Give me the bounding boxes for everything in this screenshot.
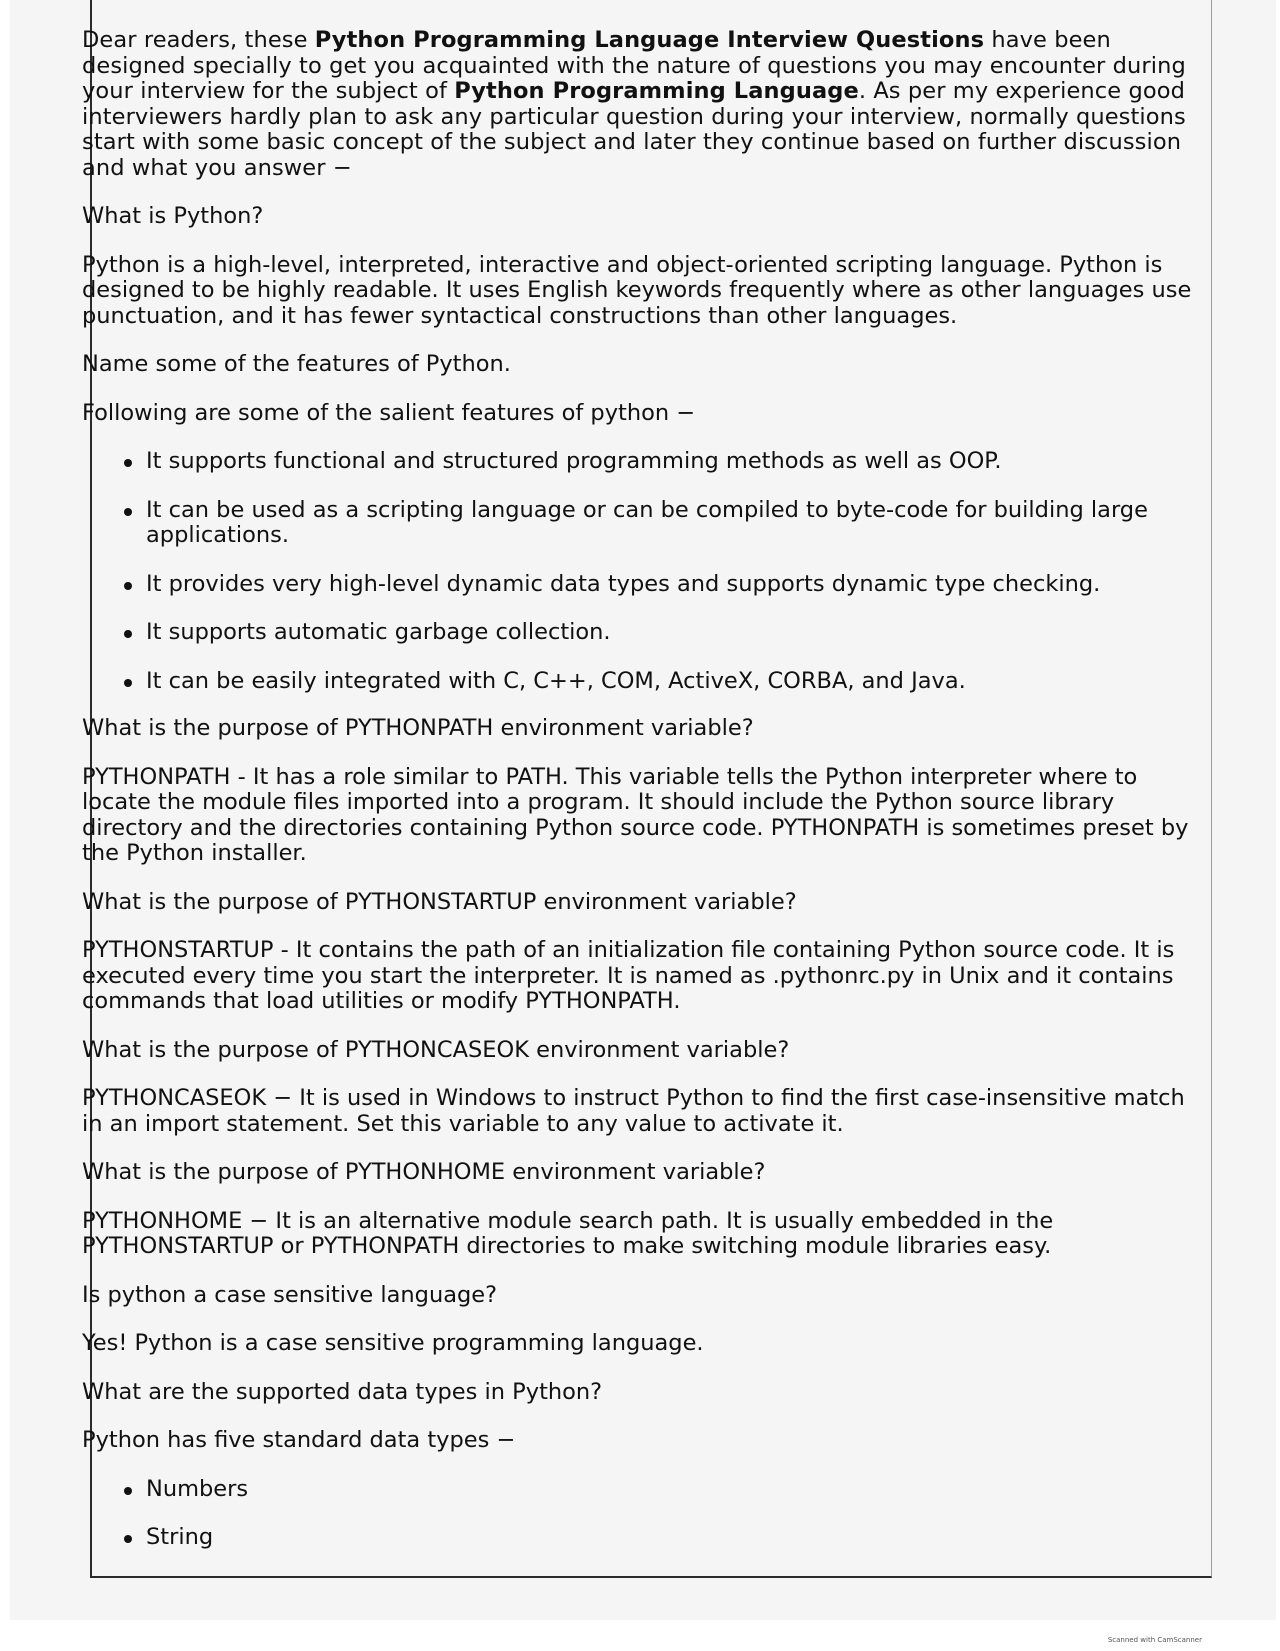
data-types-list (82, 1477, 1200, 1551)
question-data-types: What are the supported data types in Python? (82, 1378, 603, 1405)
answer-pythonpath: PYTHONPATH - It has a role similar to PATH. This variable tells the Python interpreter where to locate the module files imported into a program. It should include the Python source library directory and the directories containing Python source code. PYTHONPATH is sometimes preset by the Python installer. (82, 763, 1189, 866)
answer-pythoncaseok: PYTHONCASEOK − It is used in Windows to instruct Python to find the first case-insensitive match in an import statement. Set this variable to any value to activate it. (82, 1085, 1185, 1137)
question-pythonpath: What is the purpose of PYTHONPATH environment variable? (82, 715, 754, 741)
intro-text-3: . As per my experience good interviewers hardly plan to ask any particular question during your interview, normally questions start with some basic concept of the subject and later they continue based on further discussion and what you answer − (82, 78, 1186, 181)
list-item: Numbers (146, 1477, 1200, 1503)
question-pythoncaseok: What is the purpose of PYTHONCASEOK environment variable? (82, 1036, 790, 1063)
scanner-watermark: Scanned with CamScanner (1107, 1636, 1202, 1644)
list-item: It provides very high-level dynamic data types and supports dynamic type checking. (146, 572, 1200, 598)
list-item: It supports automatic garbage collection. (146, 620, 1200, 646)
answer-pythonstartup: PYTHONSTARTUP - It contains the path of an initialization file containing Python source code. It is executed every time you start the interpreter. It is named as .pythonrc.py in Unix and it contains commands that load utilities or modify PYTHONPATH. (82, 937, 1175, 1014)
answer-data-types: Python has five standard data types − (82, 1427, 516, 1453)
intro-bold-title: Python Programming Language Interview Questions (314, 27, 985, 53)
question-features: Name some of the features of Python. (82, 351, 511, 377)
intro-text-1: Dear readers, these (82, 27, 315, 53)
list-item: It can be used as a scripting language or can be compiled to byte-code for building large applications. (146, 498, 1200, 549)
list-item: It supports functional and structured programming methods as well as OOP. (146, 449, 1200, 475)
intro-bold-subject: Python Programming Language (454, 78, 859, 104)
answer-pythonhome: PYTHONHOME − It is an alternative module search path. It is usually embedded in the PYTHONSTARTUP or PYTHONPATH directories to make switching module libraries easy. (82, 1207, 1054, 1259)
document-body (82, 28, 1200, 1574)
question-pythonstartup: What is the purpose of PYTHONSTARTUP environment variable? (82, 888, 797, 915)
features-list (82, 449, 1200, 694)
intro-paragraph (82, 28, 1200, 181)
list-item: String (146, 1525, 1200, 1551)
answer-case-sensitive: Yes! Python is a case sensitive programming language. (82, 1330, 704, 1356)
answer-features: Following are some of the salient features of python − (82, 399, 696, 426)
list-item: It can be easily integrated with C, C++, COM, ActiveX, CORBA, and Java. (146, 669, 1200, 695)
answer-what-is-python: Python is a high-level, interpreted, interactive and object-oriented scripting language. Python is designed to be highly readable. It uses English keywords frequently where as other languages use punctuation, and it has fewer syntactical constructions than other languages. (82, 251, 1192, 329)
question-pythonhome: What is the purpose of PYTHONHOME environment variable? (82, 1159, 766, 1185)
question-what-is-python: What is Python? (82, 203, 264, 229)
intro-text-2: have been designed specially to get you acquainted with the nature of questions you may encounter during your interview for the subject of (82, 27, 1186, 104)
question-case-sensitive: Is python a case sensitive language? (82, 1281, 498, 1308)
